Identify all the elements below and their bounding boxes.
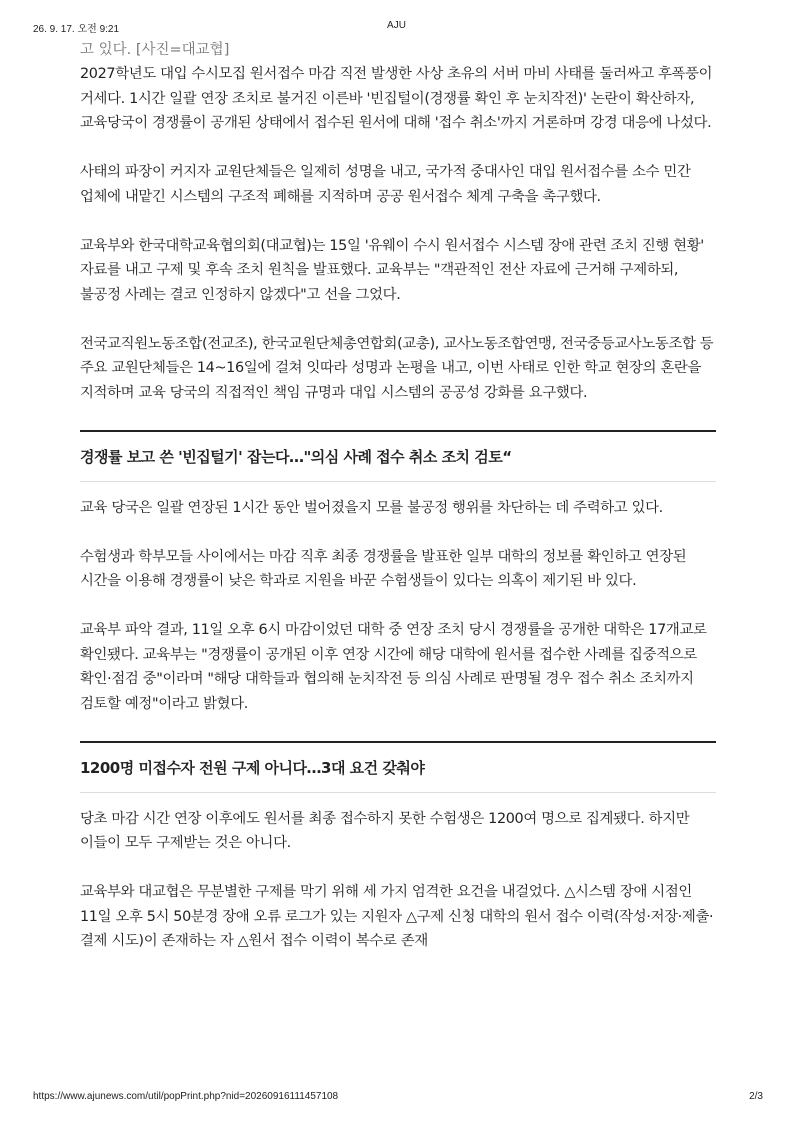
section-heading: 경쟁률 보고 쓴 '빈집털기' 잡는다…"의심 사례 접수 취소 조치 검토“ (80, 430, 716, 482)
print-site-name: AJU (387, 20, 406, 31)
article-section (80, 741, 716, 954)
paragraph: 교육 당국은 일괄 연장된 1시간 동안 벌어졌을지 모를 불공정 행위를 차단하는 데 주력하고 있다. (80, 499, 663, 516)
print-footer (0, 1091, 793, 1105)
paragraph: 교육부 파악 결과, 11일 오후 6시 마감이었던 대학 중 연장 조치 당시 경쟁률을 공개한 대학은 17개교로 확인됐다. 교육부는 "경쟁률이 공개된 이후 연장 시간에 해당 대학에 원서를 접수한 사례를 집중적으로 확인·점검 중"이라며 "해당 대학들과 협의해 눈치작전 등 의심 사례로 판명될 경우 접수 취소 조치까지 검토할 예정"이라고 밝혔다. (80, 622, 707, 712)
paragraph: 사태의 파장이 커지자 교원단체들은 일제히 성명을 내고, 국가적 중대사인 대입 원서접수를 소수 민간 업체에 내맡긴 시스템의 구조적 폐해를 지적하며 공공 원서접수 체계 구축을 촉구했다. (80, 164, 691, 205)
print-url: https://www.ajunews.com/util/popPrint.php?nid=20260916111457108 (33, 1091, 339, 1102)
paragraph: 수험생과 학부모들 사이에서는 마감 직후 최종 경쟁률을 발표한 일부 대학의 정보를 확인하고 연장된 시간을 이용해 경쟁률이 낮은 학과로 지원을 바꾼 수험생들이 있다는 의혹이 제기된 바 있다. (80, 548, 687, 589)
article-section (80, 62, 716, 405)
paragraph: 전국교직원노동조합(전교조), 한국교원단체총연합회(교총), 교사노동조합연맹, 전국중등교사노동조합 등 주요 교원단체들은 14~16일에 걸쳐 잇따라 성명과 논평을 내고, 이번 사태로 인한 학교 현장의 혼란을 지적하며 교육 당국의 직접적인 책임 규명과 대입 시스템의 공공성 강화를 요구했다. (80, 335, 714, 401)
paragraph: 2027학년도 대입 수시모집 원서접수 마감 직전 발생한 사상 초유의 서버 마비 사태를 둘러싸고 후폭풍이 거세다. 1시간 일괄 연장 조치로 불거진 이른바 '빈집털이(경쟁률 확인 후 눈치작전)' 논란이 확산하자, 교육당국이 경쟁률이 공개된 상태에서 접수된 원서에 대해 '접수 취소'까지 거론하며 강경 대응에 나섰다. (80, 66, 713, 131)
section-heading: 1200명 미접수자 전원 구제 아니다…3대 요건 갖춰야 (80, 741, 716, 793)
print-datetime: 26. 9. 17. 오전 9:21 (33, 24, 120, 35)
print-header (0, 20, 793, 34)
photo-caption: 고 있다. [사진=대교협] (80, 42, 230, 58)
page-number: 2/3 (749, 1091, 763, 1102)
paragraph: 교육부와 한국대학교육협의회(대교협)는 15일 '유웨이 수시 원서접수 시스템 장애 관련 조치 진행 현황' 자료를 내고 구제 및 후속 조치 원칙을 발표했다. 교육부는 "객관적인 전산 자료에 근거해 구제하되, 불공정 사례는 결코 인정하지 않겠다"고 선을 그었다. (80, 237, 704, 303)
paragraph: 당초 마감 시간 연장 이후에도 원서를 최종 접수하지 못한 수험생은 1200여 명으로 집계됐다. 하지만 이들이 모두 구제받는 것은 아니다. (80, 810, 690, 851)
article-section (80, 430, 716, 717)
article-body (80, 38, 716, 978)
paragraph: 교육부와 대교협은 무분별한 구제를 막기 위해 세 가지 엄격한 요건을 내걸었다. △시스템 장애 시점인 11일 오후 5시 50분경 장애 오류 로그가 있는 지원자 △구제 신청 대학의 원서 접수 이력(작성·저장·제출·결제 시도)이 존재하는 자 △원서 접수 이력이 복수로 존재 (80, 884, 714, 949)
